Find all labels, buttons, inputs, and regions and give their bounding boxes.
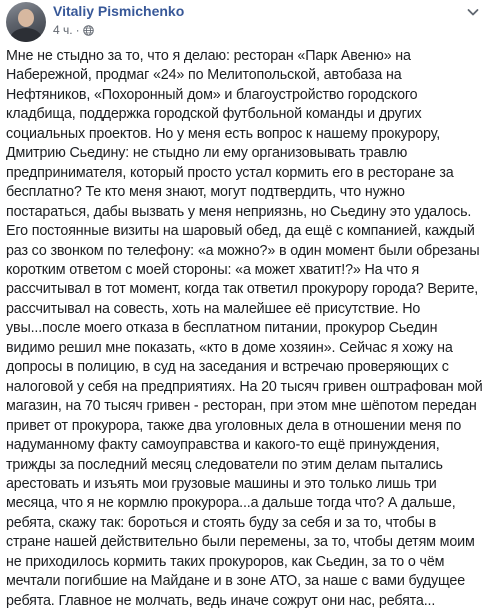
- avatar-shoulders-shape: [10, 28, 42, 42]
- post-meta: [53, 23, 94, 37]
- post-timestamp[interactable]: 4 ч.: [53, 23, 73, 37]
- globe-icon[interactable]: [83, 25, 94, 36]
- author-name[interactable]: Vitaliy Pismichenko: [53, 3, 185, 19]
- chevron-down-icon[interactable]: [465, 4, 481, 20]
- meta-separator: ·: [75, 23, 80, 37]
- post-body-text: Мне не стыдно за то, что я делаю: ресторан «Парк Авеню» на Набережной, продмаг «24» по Мелитопольской, автобаза на Нефтяников, «Похоронный дом» и благоустройство городского кладбища, поддержка городской футбольной команды и других социальных проектов. Но у меня есть вопрос к нашему прокурору, Дмитрию Сьедину: не стыдно ли ему организовывать травлю предпринимателя, который просто устал кормить его в ресторане за бесплатно? Те кто меня знают, могут подтвердить, что нужно постараться, дабы вызвать у меня неприязнь, но Сьедину это удалось. Его постоянные визиты на шаровый обед, да ещё с компанией, каждый раз со звонком по телефону: «а можно?» в один момент были обрезаны коротким ответом с моей стороны: «а может хватит!?» На что я рассчитывал в тот момент, когда так ответил прокурору города? Верите, рассчитывал на совесть, хоть на малейшее её присутствие. Но увы...после моего отказа в бесплатном питании, прокурор Сьедин видимо решил мне показать, «кто в доме хозяин». Сейчас я хожу на допросы в полицию, в суд на заседания и встречаю проверяющих с налоговой у себя на предприятиях. На 20 тысяч гривен оштрафован мой магазин, на 70 тысяч гривен - ресторан, при этом мне шёпотом передан привет от прокурора, также два уголовных дела в отношении меня по надуманному факту самоуправства и какого-то ещё принуждения, трижды за последний месяц следователи по этим делам пытались арестовать и изъять мои грузовые машины и это только лишь три месяца, что я не кормлю прокурора...а дальше тогда что? А дальше, ребята, скажу так: бороться и стоять буду за себя и за то, чтобы в стране нашей действительно были перемены, за то, чтобы детям моим не приходилось кормить таких прокуроров, как Сьедин, за то о чём мечтали погибшие на Майдане и в зоне АТО, за наше с вами будущее ребята. Главное не молчать, ведь иначе сожрут они нас, ребята...: [6, 48, 483, 609]
- avatar-head-shape: [18, 9, 34, 27]
- avatar[interactable]: [6, 2, 46, 42]
- post-header: [0, 0, 489, 44]
